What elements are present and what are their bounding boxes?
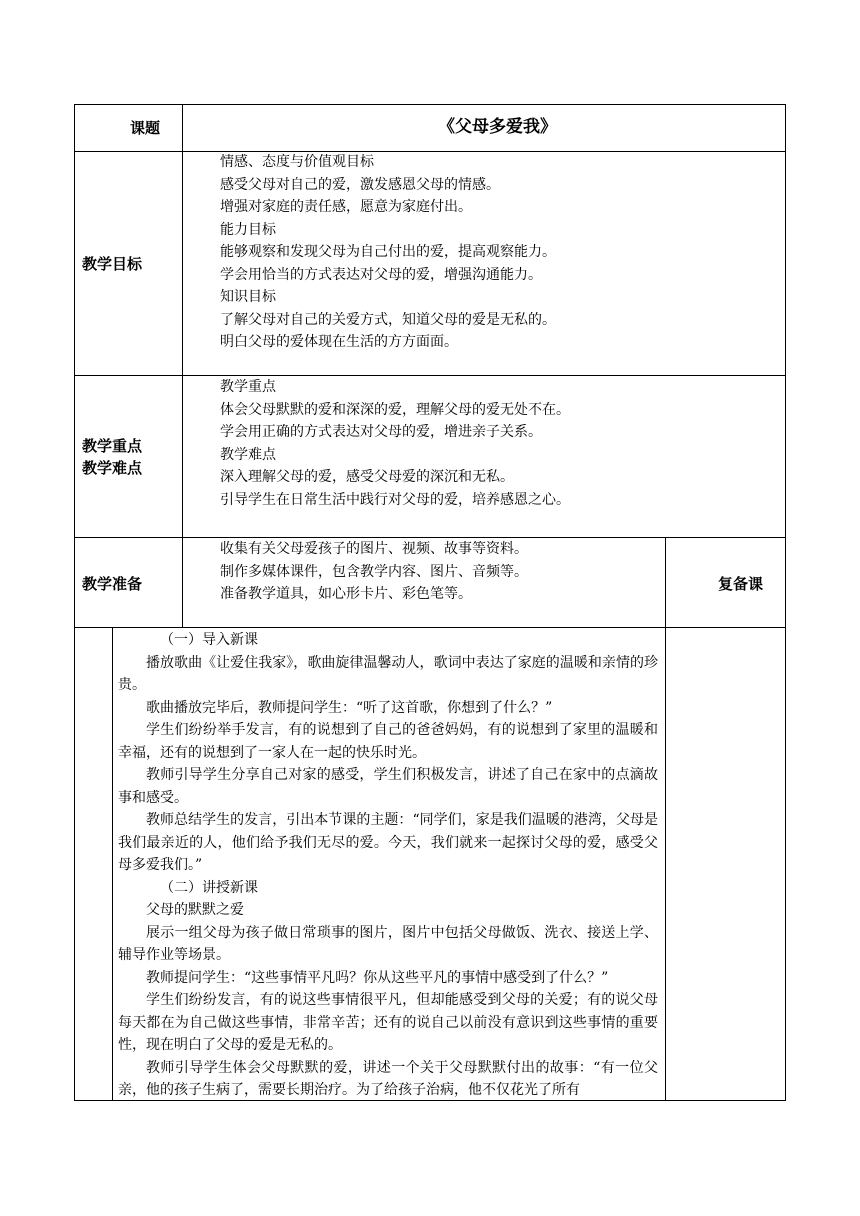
process-subheading: 父母的默默之爱	[146, 902, 244, 918]
goals-line: 了解父母对自己的关爱方式，知道父母的爱是无私的。	[220, 311, 556, 328]
process-paragraph: 学生们纷纷发言，有的说这些事情很平凡，但却能感受到父母的关爱；有的说父母每天都在为自己做这些事情，非常辛苦；还有的说自己以前没有意识到这些事情的重要性，现在明白了父母的爱是无私的。	[118, 992, 658, 1053]
difficulties-label: 教学难点	[82, 459, 143, 477]
goals-line: 能力目标	[220, 221, 276, 238]
goals-line: 情感、态度与价值观目标	[220, 154, 374, 170]
label-column-divider	[182, 104, 183, 628]
key-points-line: 体会父母默默的爱和深深的爱，理解父母的爱无处不在。	[220, 401, 570, 418]
preparation-label: 教学准备	[82, 575, 143, 593]
process-paragraph: 教师引导学生体会父母默默的爱，讲述一个关于父母默默付出的故事：“有一位父亲，他的孩子生病了，需要长期治疗。为了给孩子治病，他不仅花光了所有	[118, 1059, 658, 1098]
row-divider-4	[74, 627, 786, 628]
key-points-line: 教学重点	[220, 379, 276, 395]
table-border-left	[74, 104, 75, 1101]
goals-line: 能够观察和发现父母为自己付出的爱，提高观察能力。	[220, 244, 556, 260]
process-paragraph: 播放歌曲《让爱住我家》，歌曲旋律温馨动人，歌词中表达了家庭的温暖和亲情的珍贵。	[118, 654, 658, 693]
row-divider-2	[74, 375, 786, 376]
process-heading: （一）导入新课	[160, 632, 258, 648]
process-paragraph: 教师提问学生：“这些事情平凡吗？你从这些平凡的事情中感受到了什么？”	[146, 969, 609, 986]
row-divider-1	[74, 151, 786, 152]
table-border-right	[785, 104, 786, 1101]
preparation-line: 收集有关父母爱孩子的图片、视频、故事等资料。	[220, 541, 528, 557]
process-paragraph: 教师引导学生分享自己对家的感受，学生们积极发言，讲述了自己在家中的点滴故事和感受。	[118, 767, 658, 806]
topic-title: 《父母多爱我》	[438, 117, 557, 137]
key-points-line: 学会用正确的方式表达对父母的爱，增进亲子关系。	[220, 424, 542, 440]
goals-line: 增强对家庭的责任感，愿意为家庭付出。	[220, 199, 472, 215]
topic-label: 课题	[130, 119, 161, 137]
review-lesson-label: 复备课	[718, 575, 764, 593]
process-paragraph: 展示一组父母为孩子做日常琐事的图片，图片中包括父母做饭、洗衣、接送上学、辅导作业等场景。	[118, 924, 658, 963]
key-points-line: 教学难点	[220, 446, 276, 463]
goals-line: 学会用恰当的方式表达对父母的爱，增强沟通能力。	[220, 266, 542, 283]
key-points-line: 引导学生在日常生活中践行对父母的爱，培养感恩之心。	[220, 491, 570, 508]
side-column-divider	[665, 537, 666, 1101]
goals-label: 教学目标	[82, 255, 143, 273]
key-points-line: 深入理解父母的爱，感受父母爱的深沉和无私。	[220, 469, 514, 485]
goals-line: 知识目标	[220, 289, 276, 305]
process-margin-divider	[112, 627, 113, 1101]
preparation-line: 准备教学道具，如心形卡片、彩色笔等。	[220, 586, 472, 602]
key-points-label: 教学重点	[82, 437, 143, 455]
goals-line: 明白父母的爱体现在生活的方方面面。	[220, 334, 458, 350]
table-border-top	[74, 104, 786, 105]
goals-line: 感受父母对自己的爱，激发感恩父母的情感。	[220, 176, 500, 193]
process-paragraph: 教师总结学生的发言，引出本节课的主题：“同学们，家是我们温暖的港湾，父母是我们最亲近的人，他们给予我们无尽的爱。今天，我们就来一起探讨父母的爱，感受父母多爱我们。”	[118, 812, 658, 873]
preparation-line: 制作多媒体课件，包含教学内容、图片、音频等。	[220, 563, 528, 580]
process-paragraph: 歌曲播放完毕后，教师提问学生：“听了这首歌，你想到了什么？”	[146, 699, 553, 716]
teaching-process	[118, 629, 658, 1102]
process-heading: （二）讲授新课	[160, 879, 258, 896]
process-paragraph: 学生们纷纷举手发言，有的说想到了自己的爸爸妈妈，有的说想到了家里的温暖和幸福，还有的说想到了一家人在一起的快乐时光。	[118, 722, 658, 761]
